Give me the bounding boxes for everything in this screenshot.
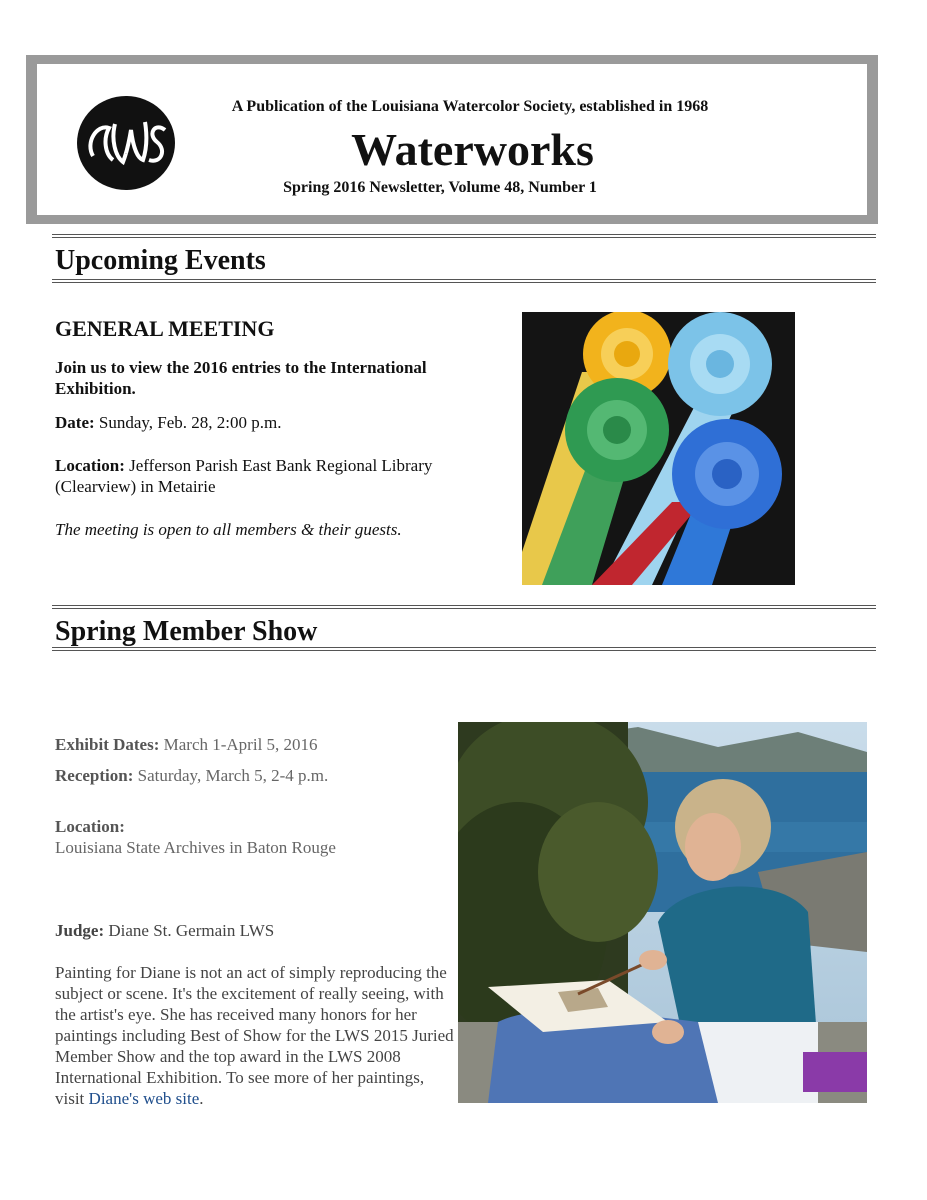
light-blue-rosette — [668, 312, 772, 416]
location-label: Location: — [55, 456, 125, 475]
judge — [55, 920, 274, 941]
date-value: Sunday, Feb. 28, 2:00 p.m. — [98, 413, 282, 432]
join-text: Join us to view the 2016 entries to the International Exhibition. — [55, 358, 427, 398]
meeting-date — [55, 412, 282, 433]
section-rule-bottom — [52, 647, 876, 651]
green-rosette — [565, 378, 669, 482]
painter-photo — [458, 722, 867, 1103]
publication-line: A Publication of the Louisiana Watercolor Society, established in 1968 — [231, 98, 709, 115]
show-location-label: Location: — [55, 817, 125, 836]
open-note: The meeting is open to all members & their guests. — [55, 520, 402, 539]
show-location — [55, 816, 435, 858]
section-rule-top — [52, 605, 876, 609]
reception-label: Reception: — [55, 766, 134, 785]
judge-bio — [55, 962, 455, 1109]
meeting-location — [55, 455, 455, 497]
show-location-value: Louisiana State Archives in Baton Rouge — [55, 838, 336, 857]
section-rule-bottom — [52, 279, 876, 283]
newsletter-title: Waterworks — [351, 124, 594, 175]
lws-logo — [75, 94, 177, 192]
issue-line: Spring 2016 Newsletter, Volume 48, Number 1 — [283, 179, 597, 196]
reception-value: Saturday, March 5, 2-4 p.m. — [137, 766, 329, 785]
judge-value: Diane St. Germain LWS — [108, 921, 275, 940]
blue-rosette — [672, 419, 782, 529]
date-label: Date: — [55, 413, 95, 432]
general-meeting-title: GENERAL MEETING — [55, 316, 275, 341]
bio-text: Painting for Diane is not an act of simply reproducing the subject or scene. It's the excitement of really seeing, with the artist's eye. She has received many honors for her paintings including Best of Show for the LWS 2015 Juried Member Show and the top award in the LWS 2008 International Exhibition. To see more of her paintings, visit — [55, 963, 454, 1108]
reception — [55, 765, 328, 786]
exhibit-label: Exhibit Dates: — [55, 735, 160, 754]
award-ribbons-image — [522, 312, 795, 585]
upcoming-events-heading: Upcoming Events — [55, 245, 266, 276]
judge-label: Judge: — [55, 921, 105, 940]
exhibit-value: March 1-April 5, 2016 — [163, 735, 318, 754]
location-value: Jefferson Parish East Bank Regional Library (Clearview) in Metairie — [55, 456, 433, 496]
section-rule-top — [52, 234, 876, 238]
diane-website-link[interactable]: Diane's web site — [88, 1089, 200, 1108]
logo-text: LWS — [124, 154, 128, 155]
exhibit-dates — [55, 734, 318, 755]
spring-show-heading: Spring Member Show — [55, 616, 318, 647]
bio-end: . — [199, 1089, 204, 1108]
